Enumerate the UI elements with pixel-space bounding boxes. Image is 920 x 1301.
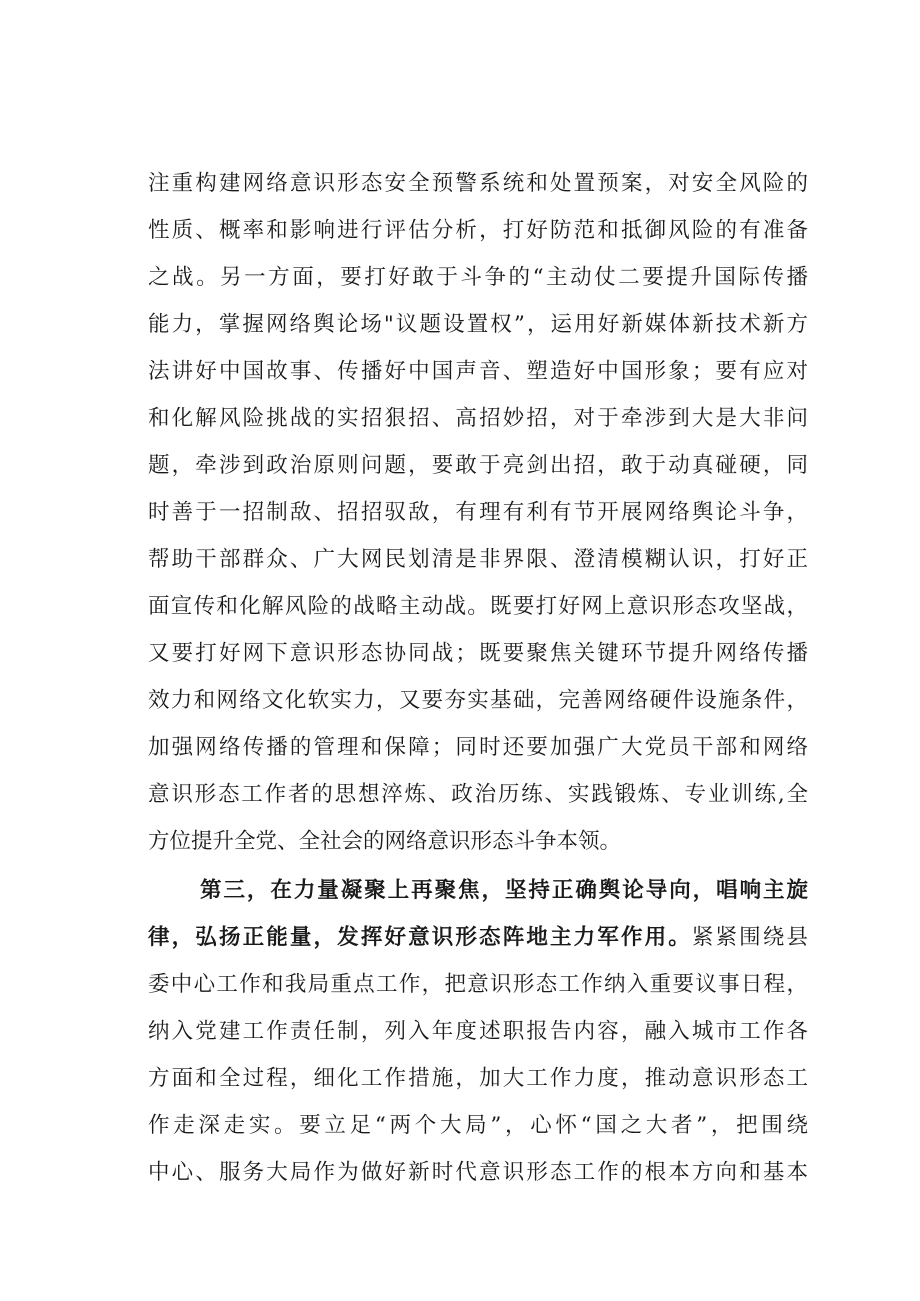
text-line: 纳入党建工作责任制，列入年度述职报告内容，融入城市工作各 xyxy=(148,1019,808,1044)
text-line: 中心、服务大局作为做好新时代意识形态工作的根本方向和基本 xyxy=(148,1160,808,1185)
text-line: 意识形态工作者的思想淬炼、政治历练、实践锻炼、专业训练,全 xyxy=(148,782,808,807)
text-line: 法讲好中国故事、传播好中国声音、塑造好中国形象；要有应对 xyxy=(148,359,808,384)
text-line: 加强网络传播的管理和保障；同时还要加强广大党员干部和网络 xyxy=(148,735,808,760)
text-line: 题，牵涉到政治原则问题，要敢于亮剑出招，敢于动真碰硬，同 xyxy=(148,453,808,478)
text-line: 面宣传和化解风险的战略主动战。既要打好网上意识形态攻坚战， xyxy=(148,594,808,619)
text-line: 委中心工作和我局重点工作，把意识形态工作纳入重要议事日程， xyxy=(148,972,808,997)
text-line: 方面和全过程，细化工作措施，加大工作力度，推动意识形态工 xyxy=(148,1066,808,1091)
text-line: 注重构建网络意识形态安全预警系统和处置预案，对安全风险的 xyxy=(148,171,808,196)
text-line: 和化解风险挑战的实招狠招、高招妙招，对于牵涉到大是大非问 xyxy=(148,406,808,431)
text-line: 方位提升全党、全社会的网络意识形态斗争本领。 xyxy=(148,829,622,854)
text-line: 能力，掌握网络舆论场"议题设置权”，运用好新媒体新技术新方 xyxy=(148,312,808,337)
text-line: 时善于一招制敌、招招驭敌，有理有利有节开展网络舆论斗争， xyxy=(148,500,808,525)
text-line: 性质、概率和影响进行评估分析，打好防范和抵御风险的有准备 xyxy=(148,218,808,243)
text-line: 效力和网络文化软实力，又要夯实基础，完善网络硬件设施条件， xyxy=(148,688,808,713)
section-heading-text: 律，弘扬正能量，发挥好意识形态阵地主力军作用。 xyxy=(148,925,692,950)
text-line: 帮助干部群众、广大网民划清是非界限、澄清模糊认识，打好正 xyxy=(148,547,808,572)
section-heading-line-mixed xyxy=(148,918,808,958)
body-text: 紧紧围绕县 xyxy=(691,925,808,950)
text-line: 作走深走实。要立足“两个大局”，心怀“国之大者”，把围绕 xyxy=(148,1113,808,1138)
section-heading-line: 第三，在力量凝聚上再聚焦，坚持正确舆论导向，唱响主旋 xyxy=(200,878,808,903)
text-line: 之战。另一方面，要打好敢于斗争的“主动仗二要提升国际传播 xyxy=(148,265,808,290)
text-line: 又要打好网下意识形态协同战；既要聚焦关键环节提升网络传播 xyxy=(148,641,808,666)
